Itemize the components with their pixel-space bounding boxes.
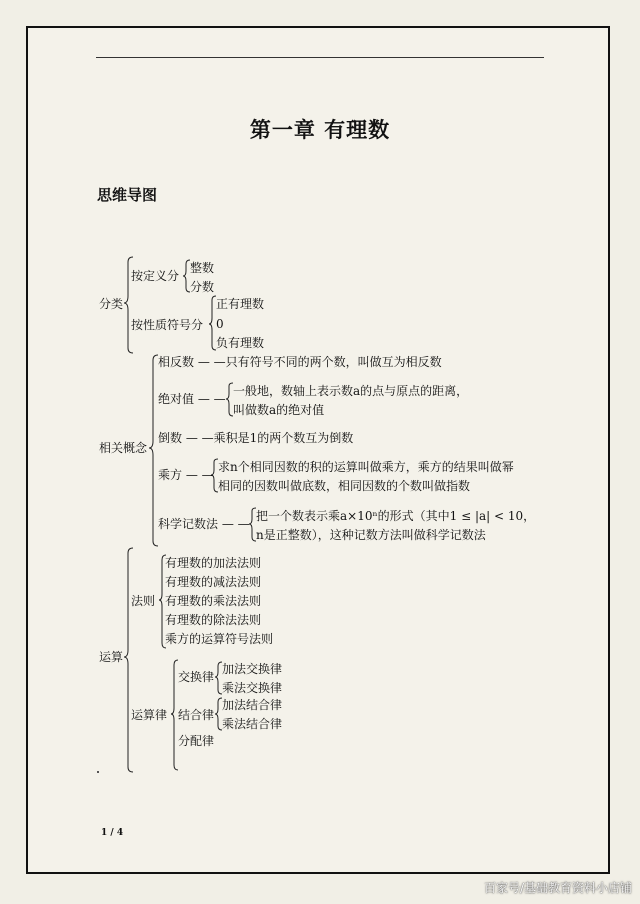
- page-number: 1 / 4: [101, 828, 124, 838]
- concepts-label: 相关概念: [99, 441, 148, 455]
- classification-label: 分类: [99, 297, 124, 311]
- stray-mark: [97, 771, 99, 773]
- scientific-line1: 把一个数表示乘a×10ⁿ的形式（其中1 ≤ |a| < 10，: [256, 509, 536, 523]
- commutative-label: 交换律: [178, 670, 215, 684]
- distributive-label: 分配律: [178, 734, 215, 748]
- opposite-definition: 相反数 — —只有符号不同的两个数，叫做互为相反数: [158, 355, 442, 369]
- list-item: 加法交换律: [222, 662, 283, 676]
- scientific-label: 科学记数法 — —: [158, 517, 250, 531]
- list-item: 乘法交换律: [222, 681, 283, 695]
- list-item: 0: [216, 317, 224, 331]
- list-item: 乘方的运算符号法则: [165, 632, 274, 646]
- list-item: 加法结合律: [222, 698, 283, 712]
- list-item: 整数: [190, 261, 215, 275]
- by-definition-label: 按定义分: [131, 269, 180, 283]
- list-item: 有理数的加法法则: [165, 556, 262, 570]
- brace-absolute: [226, 383, 233, 416]
- scientific-line2: n是正整数），这种记数方法叫做科学记数法: [256, 528, 486, 542]
- list-item: 有理数的乘法法则: [165, 594, 262, 608]
- list-item: 负有理数: [216, 336, 265, 350]
- brace-commutative: [215, 662, 222, 694]
- brace-by-sign: [209, 296, 216, 350]
- brace-associative: [215, 698, 222, 730]
- list-item: 分数: [190, 280, 215, 294]
- brace-laws: [171, 660, 178, 770]
- brace-by-definition: [183, 260, 190, 292]
- absolute-label: 绝对值 — —: [158, 392, 226, 406]
- laws-label: 运算律: [131, 708, 168, 722]
- list-item: 有理数的除法法则: [165, 613, 262, 627]
- power-label: 乘方 — —: [158, 468, 214, 482]
- list-item: 有理数的减法法则: [165, 575, 262, 589]
- list-item: 乘法结合律: [222, 717, 283, 731]
- absolute-line2: 叫做数a的绝对值: [233, 403, 325, 417]
- section-heading: 思维导图: [97, 186, 158, 204]
- absolute-line1: 一般地，数轴上表示数a的点与原点的距离，: [233, 384, 469, 398]
- page-title: 第一章 有理数: [249, 118, 391, 142]
- watermark: 百家号/基础教育资料小店铺: [483, 881, 632, 895]
- rules-label: 法则: [131, 594, 156, 608]
- list-item: 正有理数: [216, 297, 265, 311]
- reciprocal-definition: 倒数 — —乘积是1的两个数互为倒数: [158, 431, 354, 445]
- brace-concepts: [149, 355, 158, 546]
- power-line2: 相同的因数叫做底数，相同因数的个数叫做指数: [218, 479, 471, 493]
- operations-label: 运算: [99, 650, 124, 664]
- by-sign-label: 按性质符号分: [131, 318, 204, 332]
- associative-label: 结合律: [178, 708, 215, 722]
- power-line1: 求n个相同因数的积的运算叫做乘方，乘方的结果叫做幂: [218, 460, 514, 474]
- brace-scientific: [249, 508, 256, 541]
- brace-operations: [124, 548, 133, 772]
